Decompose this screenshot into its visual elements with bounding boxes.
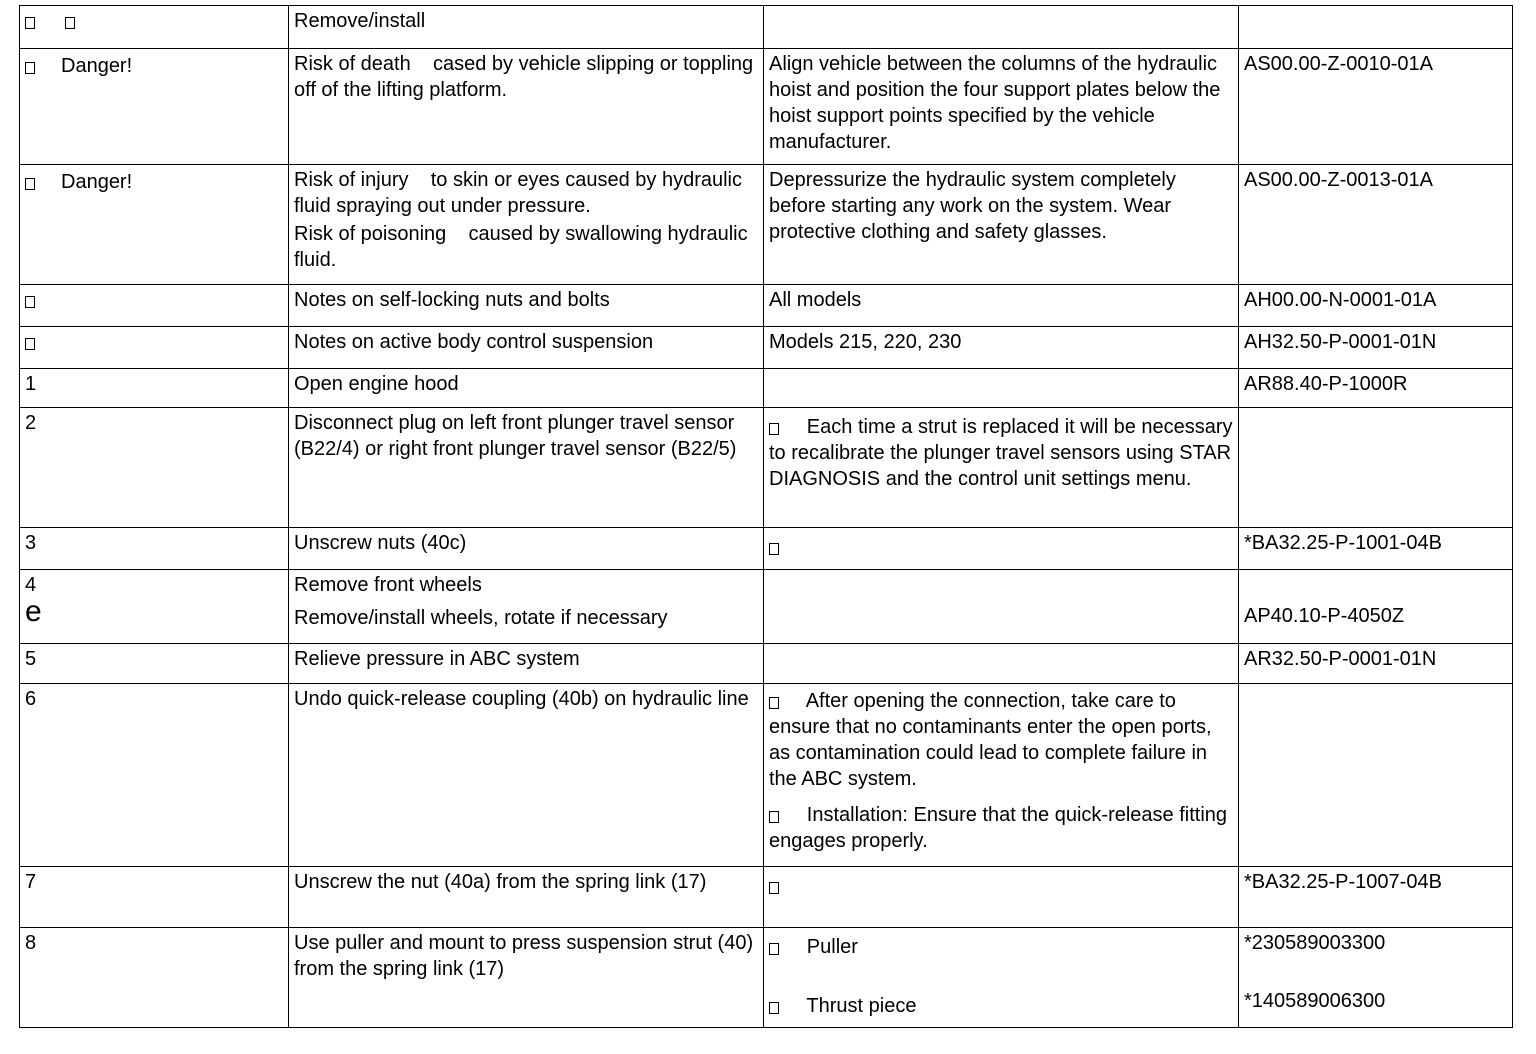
- step-cell: [289, 867, 764, 928]
- notes-cell: [764, 49, 1239, 165]
- step-cell: [289, 528, 764, 570]
- step-text: Notes on active body control suspension: [294, 331, 654, 353]
- step-number: 6: [25, 688, 37, 710]
- col1-cell: [20, 867, 289, 928]
- col1-cell: [20, 408, 289, 528]
- step-text: Unscrew the nut (40a) from the spring link (17): [294, 871, 707, 893]
- ref-cell: [1239, 528, 1513, 570]
- notes-cell: [764, 928, 1239, 1028]
- table-row: [20, 408, 1513, 528]
- step-lead: Risk of death: [294, 53, 411, 75]
- tool-name: Thrust piece: [806, 995, 917, 1017]
- notes-cell: [764, 570, 1239, 644]
- notes-cell: [764, 285, 1239, 327]
- note-text: Models 215, 220, 230: [769, 331, 962, 353]
- table-row: [20, 327, 1513, 369]
- step-text: Notes on self-locking nuts and bolts: [294, 289, 610, 311]
- warning-icon: [25, 62, 35, 74]
- note-text: Align vehicle between the columns of the hydraulic hoist and position the four support plates below the hoist support points specified by the vehicle manufacturer.: [769, 53, 1221, 153]
- col1-cell: [20, 684, 289, 867]
- col1-cell: [20, 285, 289, 327]
- step-number: 5: [25, 648, 37, 670]
- danger-label: Danger!: [61, 171, 133, 193]
- notes-cell: [764, 528, 1239, 570]
- step-number: 1: [25, 373, 37, 395]
- tool-icon: [769, 1002, 779, 1014]
- table-row: [20, 570, 1513, 644]
- col1-cell: [20, 49, 289, 165]
- step-cell: [289, 928, 764, 1028]
- note-text: Each time a strut is replaced it will be necessary to recalibrate the plunger travel sensors using STAR DIAGNOSIS and the control unit settings menu.: [769, 416, 1233, 490]
- col1-cell: [20, 165, 289, 285]
- note-icon: [769, 697, 779, 709]
- step-number: 2: [25, 412, 37, 434]
- step-cell: [289, 570, 764, 644]
- table-row: [20, 867, 1513, 928]
- ref-cell: [1239, 684, 1513, 867]
- step-cell: [289, 369, 764, 408]
- tool-icon: [769, 543, 779, 555]
- col1-cell: [20, 570, 289, 644]
- table-row: [20, 644, 1513, 684]
- step-text: to skin or eyes caused by hydraulic fluid spraying out under pressure.: [294, 169, 742, 217]
- note-text: Installation: Ensure that the quick-release fitting engages properly.: [769, 804, 1228, 852]
- step-number: 3: [25, 532, 37, 554]
- tool-icon: [65, 17, 75, 29]
- note-text: Depressurize the hydraulic system completely before starting any work on the system. Wear protective clothing and safety glasses.: [769, 169, 1176, 243]
- doc-reference: AP40.10-P-4050Z: [1244, 605, 1405, 627]
- note-text: After opening the connection, take care to ensure that no contaminants enter the open ports, as contamination could lead to complete failure in the ABC system.: [769, 690, 1212, 790]
- ref-cell: [1239, 327, 1513, 369]
- doc-reference: AS00.00-Z-0013-01A: [1244, 169, 1434, 191]
- table-row: [20, 684, 1513, 867]
- col1-cell: [20, 327, 289, 369]
- ref-cell: [1239, 165, 1513, 285]
- ref-cell: [1239, 6, 1513, 49]
- col1-cell: [20, 6, 289, 49]
- ref-cell: [1239, 928, 1513, 1028]
- warning-icon: [25, 178, 35, 190]
- step-cell: [289, 49, 764, 165]
- doc-reference: AS00.00-Z-0010-01A: [1244, 53, 1434, 75]
- step-text: Remove/install wheels, rotate if necessary: [294, 607, 668, 629]
- tool-icon: [769, 882, 779, 894]
- col1-cell: [20, 528, 289, 570]
- tool-name: Puller: [806, 936, 858, 958]
- ref-cell: [1239, 644, 1513, 684]
- extra-glyph: e: [25, 595, 42, 628]
- notes-cell: [764, 644, 1239, 684]
- step-cell: [289, 6, 764, 49]
- ref-cell: [1239, 369, 1513, 408]
- step-text: caused by swallowing hydraulic fluid.: [294, 223, 748, 271]
- step-text: Open engine hood: [294, 373, 459, 395]
- doc-reference: *BA32.25-P-1007-04B: [1244, 871, 1442, 893]
- step-text: Use puller and mount to press suspension strut (40) from the spring link (17): [294, 932, 754, 980]
- doc-reference: AR32.50-P-0001-01N: [1244, 648, 1437, 670]
- step-cell: [289, 684, 764, 867]
- info-icon: [25, 296, 35, 308]
- step-lead: Risk of injury: [294, 169, 409, 191]
- doc-reference: *BA32.25-P-1001-04B: [1244, 532, 1442, 554]
- ref-cell: [1239, 49, 1513, 165]
- table-row: [20, 165, 1513, 285]
- notes-cell: [764, 684, 1239, 867]
- note-text: All models: [769, 289, 862, 311]
- info-icon: [25, 338, 35, 350]
- notes-cell: [764, 327, 1239, 369]
- notes-cell: [764, 165, 1239, 285]
- notes-cell: [764, 408, 1239, 528]
- step-text: Unscrew nuts (40c): [294, 532, 467, 554]
- tool-number: *140589006300: [1244, 990, 1386, 1012]
- ref-cell: [1239, 285, 1513, 327]
- notes-cell: [764, 867, 1239, 928]
- step-text: Remove front wheels: [294, 574, 482, 596]
- step-text: Disconnect plug on left front plunger travel sensor (B22/4) or right front plunger travel sensor (B22/5): [294, 412, 737, 460]
- table-row: [20, 528, 1513, 570]
- col1-cell: [20, 644, 289, 684]
- step-text: Remove/install: [294, 10, 426, 32]
- step-text: Undo quick-release coupling (40b) on hydraulic line: [294, 688, 749, 710]
- col1-cell: [20, 928, 289, 1028]
- table-row: [20, 928, 1513, 1028]
- step-text: Relieve pressure in ABC system: [294, 648, 580, 670]
- doc-reference: AR88.40-P-1000R: [1244, 373, 1408, 395]
- step-number: 4: [25, 574, 37, 596]
- tool-icon: [769, 943, 779, 955]
- notes-cell: [764, 6, 1239, 49]
- ref-cell: [1239, 570, 1513, 644]
- doc-reference: AH00.00-N-0001-01A: [1244, 289, 1437, 311]
- info-icon: [25, 17, 35, 29]
- step-cell: [289, 165, 764, 285]
- ref-cell: [1239, 867, 1513, 928]
- note-icon: [769, 811, 779, 823]
- step-number: 8: [25, 932, 37, 954]
- danger-label: Danger!: [61, 55, 133, 77]
- col1-cell: [20, 369, 289, 408]
- table-row: [20, 369, 1513, 408]
- step-cell: [289, 644, 764, 684]
- table-row: [20, 6, 1513, 49]
- notes-cell: [764, 369, 1239, 408]
- step-number: 7: [25, 871, 37, 893]
- step-cell: [289, 408, 764, 528]
- doc-reference: AH32.50-P-0001-01N: [1244, 331, 1437, 353]
- step-text: cased by vehicle slipping or toppling off of the lifting platform.: [294, 53, 754, 101]
- table-row: [20, 49, 1513, 165]
- ref-cell: [1239, 408, 1513, 528]
- table-row: [20, 285, 1513, 327]
- step-lead: Risk of poisoning: [294, 223, 447, 245]
- procedure-table: [19, 5, 1513, 1028]
- note-icon: [769, 423, 779, 435]
- step-cell: [289, 285, 764, 327]
- step-cell: [289, 327, 764, 369]
- tool-number: *230589003300: [1244, 932, 1386, 954]
